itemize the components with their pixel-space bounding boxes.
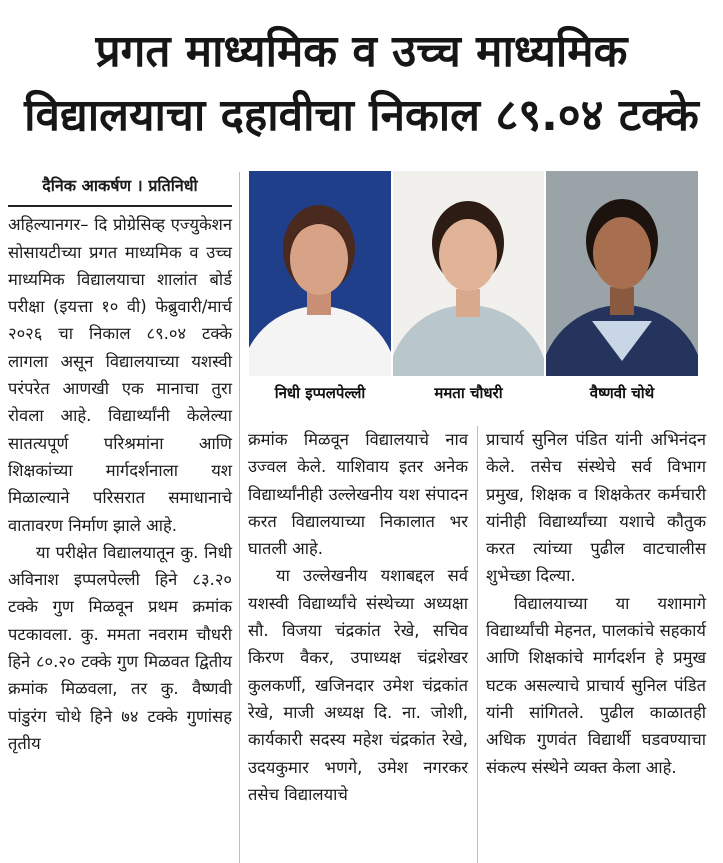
student-photo-mamta [393, 171, 544, 376]
article-paragraph: प्राचार्य सुनिल पंडित यांनी अभिनंदन केले. तसेच संस्थेचे सर्व विभाग प्रमुख, शिक्षक व शिक्षकेतर कर्मचारी यांनीही विद्यार्थ्यांच्या यशाचे कौतुक करत त्यांच्या पुढील वाटचालीस शुभेच्छा दिल्या. [486, 430, 706, 586]
byline: दैनिक आकर्षण । प्रतिनिधी [8, 172, 232, 207]
headline-line-2: विद्यालयाचा दहावीचा निकाल ८९.०४ टक्के [24, 90, 699, 141]
photo-caption-1: निधी इप्पलपेल्ली [274, 384, 366, 402]
article-paragraph: या परीक्षेत विद्यालयातून कु. निधी अविनाश इप्पलपेल्ली हिने ८३.२० टक्के गुण मिळवून प्रथम क्रमांक पटकावला. कु. ममता नवराम चौधरी हिने ८०.२० टक्के गुण मिळवत द्वितीय क्रमांक मिळवला, तर कु. वैष्णवी पांडुरंग चोथे हिने ७४ टक्के गुणांसह तृतीय [8, 542, 232, 753]
article-paragraph: विद्यालयाच्या या यशामागे विद्यार्थ्यांची मेहनत, पालकांचे सहकार्य आणि शिक्षकांचे मार्गदर्शन हे प्रमुख घटक असल्याचे प्राचार्य सुनिल पंडित यांनी सांगितले. पुढील काळातही अधिक गुणवंत विद्यार्थी घडवण्याचा संकल्प संस्थेने व्यक्त केला आहे. [486, 593, 706, 777]
article-column-3 [486, 426, 706, 781]
article-column-2 [248, 426, 468, 808]
article-paragraph: या उल्लेखनीय यशाबद्दल सर्व यशस्वी विद्यार्थ्यांचे संस्थेच्या अध्यक्षा सौ. विजया चंद्रकांत रेखे, सचिव किरण वैकर, उपाध्यक्ष चंद्रशेखर कुलकर्णी, खजिनदार उमेश चंद्रकांत रेखे, माजी अध्यक्ष दि. ना. जोशी, कार्यकारी सदस्य महेश चंद्रकांत रेखे, उदयकुमार भणगे, उमेश नगरकर तसेच विद्यालयाचे [248, 566, 468, 804]
column-divider [477, 426, 478, 863]
headline-line-1: प्रगत माध्यमिक व उच्च माध्यमिक [95, 26, 628, 77]
photo-caption-2: ममता चौधरी [434, 384, 503, 402]
student-photo-vaishnavi [546, 171, 698, 376]
student-photo-nidhi [249, 171, 391, 376]
headline [0, 20, 723, 148]
article-column-1 [8, 172, 232, 757]
article-paragraph: क्रमांक मिळवून विद्यालयाचे नाव उज्वल केले. याशिवाय इतर अनेक विद्यार्थ्यांनीही उल्लेखनीय यश संपादन करत विद्यालयाच्या निकालात भर घातली आहे. [248, 430, 468, 559]
photo-caption-3: वैष्णवी चोथे [589, 384, 655, 402]
column-divider [239, 172, 240, 863]
article-paragraph: अहिल्यानगर– दि प्रोग्रेसिव्ह एज्युकेशन सोसायटीच्या प्रगत माध्यमिक व उच्च माध्यमिक विद्यालयाचा शालांत बोर्ड परीक्षा (इयत्ता १० वी) फेब्रुवारी/मार्च २०२६ चा निकाल ८९.०४ टक्के लागला असून विद्यालयाच्या यशस्वी परंपरेत आणखी एक मानाचा तुरा रोवला आहे. विद्यार्थ्यांनी केलेल्या सातत्यपूर्ण परिश्रमांना आणि शिक्षकांच्या मार्गदर्शनाला यश मिळाल्याने परिसरात समाधानाचे वातावरण निर्माण झाले आहे. [8, 215, 232, 535]
